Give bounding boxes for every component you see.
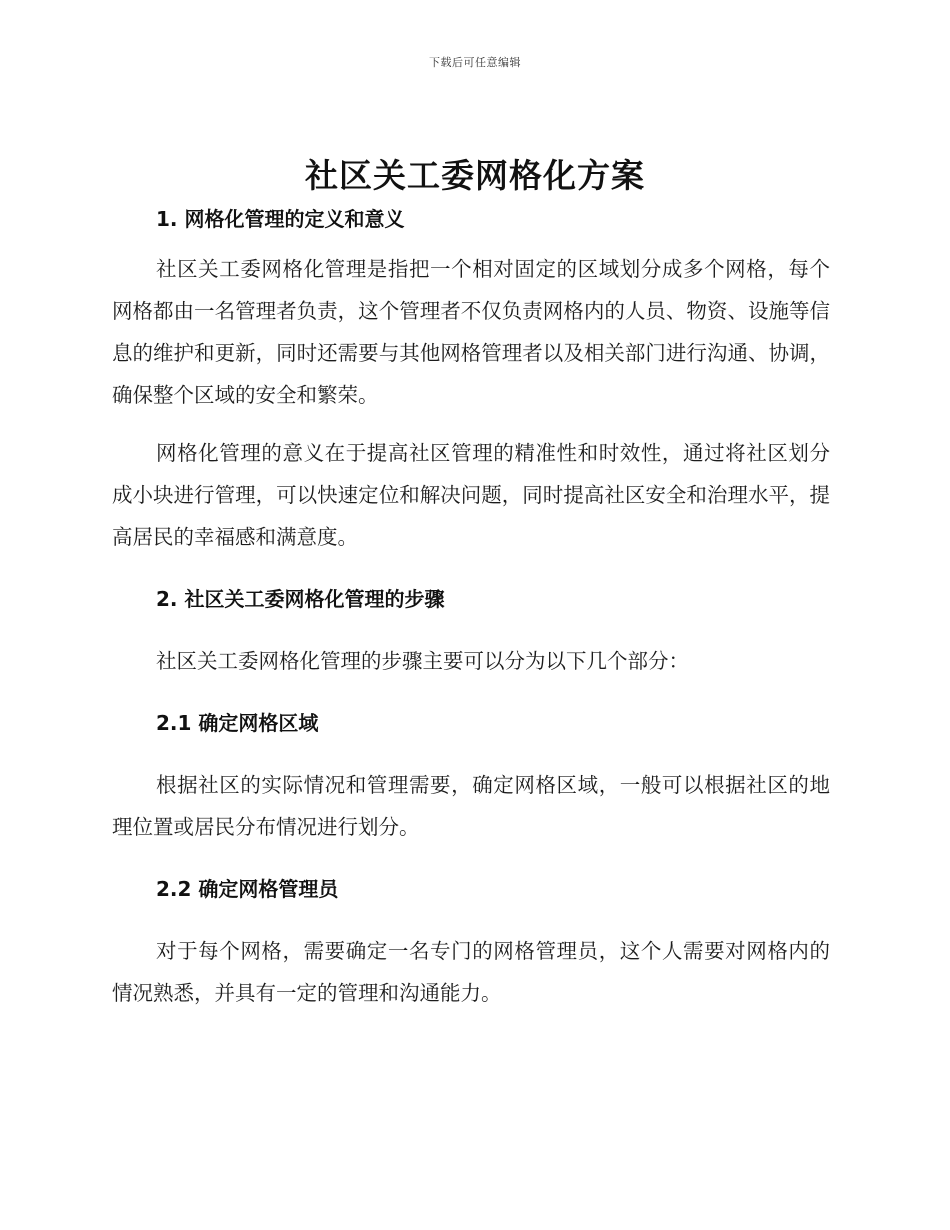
section-heading-1: 1. 网格化管理的定义和意义 — [156, 207, 405, 231]
paragraph-definition: 社区关工委网格化管理是指把一个相对固定的区域划分成多个网格，每个网格都由一名管理者负责，这个管理者不仅负责网格内的人员、物资、设施等信息的维护和更新，同时还需要与其他网格管理者以及相关部门进行沟通、协调，确保整个区域的安全和繁荣。 — [112, 257, 830, 407]
header-note: 下载后可任意编辑 — [429, 56, 521, 69]
section-heading-2: 2. 社区关工委网格化管理的步骤 — [156, 587, 445, 611]
paragraph-grid-manager: 对于每个网格，需要确定一名专门的网格管理员，这个人需要对网格内的情况熟悉，并具有一定的管理和沟通能力。 — [112, 939, 830, 1005]
document-title: 社区关工委网格化方案 — [305, 156, 645, 195]
document-body — [112, 200, 830, 1014]
paragraph-grid-area: 根据社区的实际情况和管理需要，确定网格区域，一般可以根据社区的地理位置或居民分布情况进行划分。 — [112, 773, 830, 839]
section-heading-2-2: 2.2 确定网格管理员 — [156, 877, 339, 901]
section-heading-2-1: 2.1 确定网格区域 — [156, 711, 319, 735]
paragraph-significance: 网格化管理的意义在于提高社区管理的精准性和时效性，通过将社区划分成小块进行管理，可以快速定位和解决问题，同时提高社区安全和治理水平，提高居民的幸福感和满意度。 — [112, 441, 830, 549]
paragraph-steps-intro: 社区关工委网格化管理的步骤主要可以分为以下几个部分： — [156, 649, 689, 673]
